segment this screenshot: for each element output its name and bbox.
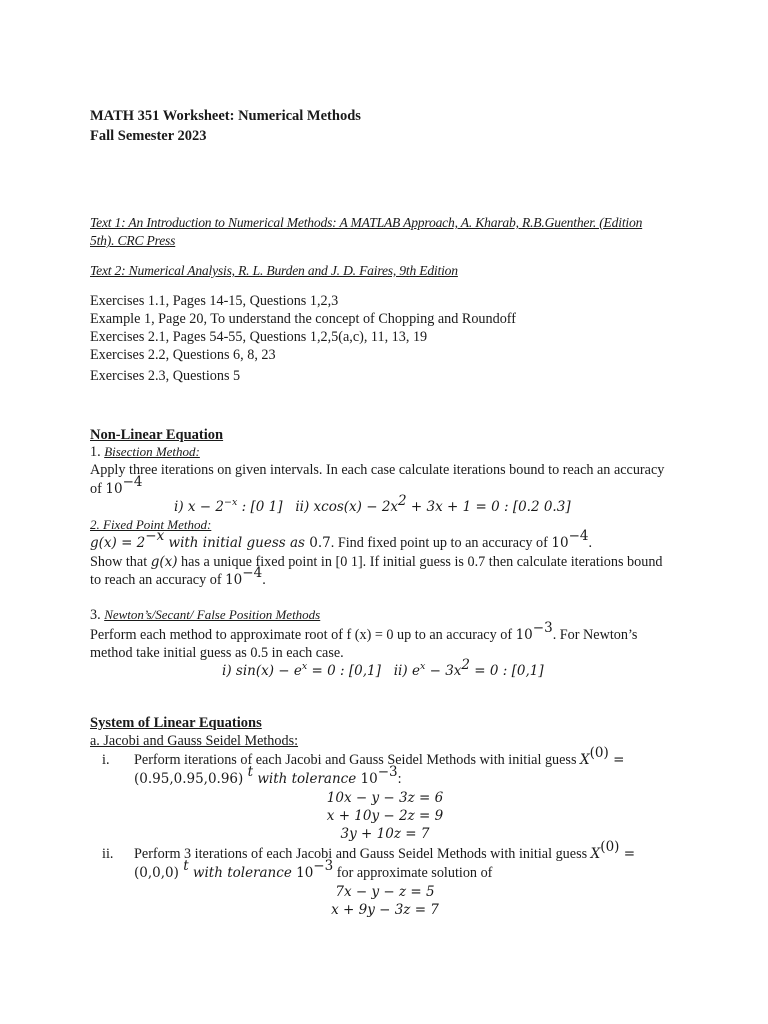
- linear-part-a-label: a. Jacobi and Gauss Seidel Methods:: [90, 733, 299, 749]
- exercise-line: Example 1, Page 20, To understand the concept of Chopping and Roundoff: [90, 311, 516, 327]
- bisection-number: 1.: [90, 444, 105, 460]
- item-i-transpose: t: [247, 764, 254, 781]
- semester-label: Fall Semester 2023: [90, 128, 207, 144]
- newton-accuracy-exp: −3: [532, 620, 553, 637]
- item-ii-text-a: Perform 3 iterations of each Jacobi and Gauss Seidel Methods with initial guess: [134, 846, 591, 862]
- newton-accuracy: 10: [515, 627, 533, 643]
- item-i-x0: X: [580, 752, 590, 768]
- fixed-point-definition: [90, 528, 593, 552]
- fixed-point-show: [90, 553, 663, 571]
- fixed-point-text: . Find fixed point up to an accuracy of: [330, 535, 552, 551]
- item-i-vector: (0.95,0.95,0.96): [134, 771, 248, 787]
- newton-eq-ii: e: [411, 663, 420, 679]
- item-ii-vector: (0,0,0): [134, 865, 184, 881]
- bisection-eq-i-exp: −x: [224, 496, 238, 508]
- newton-eq-ii-exp: x: [419, 660, 426, 672]
- bisection-label: Bisection Method:: [104, 444, 200, 459]
- fixed-point-g: g(x) = 2: [90, 535, 146, 551]
- item-i-line2: [134, 764, 402, 788]
- item-i-equation: 10x − y − 3z = 6: [326, 790, 444, 806]
- text1-reference-cont: 5th). CRC Press: [90, 233, 176, 248]
- item-ii-rest: for approximate solution of: [333, 865, 493, 881]
- item-i-tolerance-value: 10: [360, 771, 378, 787]
- item-i-equation: 3y + 10z = 7: [340, 826, 430, 842]
- item-i-x0-exp: (0): [589, 745, 609, 762]
- bisection-eq-i: x − 2: [187, 499, 224, 515]
- text2-reference: Text 2: Numerical Analysis, R. L. Burden and J. D. Faires, 9th Edition: [90, 263, 458, 278]
- item-ii-numeral: ii.: [102, 846, 114, 862]
- bisection-of: of: [90, 481, 106, 497]
- bisection-accuracy-exp: −4: [122, 474, 143, 491]
- bisection-text: Apply three iterations on given intervals. In each case calculate iterations bound to reach an accuracy: [90, 462, 665, 478]
- item-i-equation: x + 10y − 2z = 9: [326, 808, 444, 824]
- fixed-point-show-a: Show that: [90, 554, 151, 570]
- linear-heading: System of Linear Equations: [90, 715, 262, 731]
- linear-part-a: [90, 732, 298, 750]
- newton-eq-ii-mid: − 3x: [425, 663, 462, 679]
- newton-text-b: . For Newton’s: [552, 627, 638, 643]
- exercise-line: Exercises 2.1, Pages 54-55, Questions 1,2,5(a,c), 11, 13, 19: [90, 329, 428, 345]
- bisection-eq-ii-rest: + 3x + 1 = 0 : [0.2 0.3]: [406, 499, 571, 515]
- item-ii-text: [134, 839, 636, 863]
- bisection-eq-ii-exp: 2: [398, 492, 407, 509]
- bisection-eq-i-interval: : [0 1]: [237, 499, 283, 515]
- item-ii-equation: x + 9y − 3z = 7: [331, 902, 439, 918]
- fixed-point-show-accuracy: 10: [225, 572, 243, 588]
- exercise-line: Exercises 2.3, Questions 5: [90, 368, 241, 384]
- fixed-point-show-b: has a unique fixed point in [0 1]. If initial guess is 0.7 then calculate iterations bound: [177, 554, 663, 570]
- bisection-text-cont: [90, 474, 143, 498]
- item-ii-transpose: t: [183, 858, 189, 875]
- item-ii-line2: [134, 858, 493, 882]
- item-i-text-a: Perform iterations of each Jacobi and Gauss Seidel Methods with initial guess: [134, 752, 581, 768]
- item-ii-x0: X: [590, 846, 601, 862]
- fixed-point-accuracy: 10: [551, 535, 569, 551]
- item-ii-equation: 7x − y − z = 5: [335, 884, 435, 900]
- newton-equations: [222, 656, 544, 680]
- item-ii-x0-exp: (0): [600, 839, 620, 856]
- item-ii-eq: =: [619, 846, 636, 862]
- newton-text-a: Perform each method to approximate root of f (x) = 0 up to an accuracy of: [90, 627, 516, 643]
- fixed-point-period: .: [588, 535, 593, 551]
- item-i-colon: :: [397, 771, 402, 787]
- item-ii-tolerance-value: 10: [296, 865, 314, 881]
- fixed-point-label: 2. Fixed Point Method:: [90, 517, 212, 532]
- newton-text-cont: method take initial guess as 0.5 in each case.: [90, 645, 344, 661]
- item-ii-tolerance: with tolerance: [188, 865, 297, 881]
- newton-eq-i-rest: = 0 : [0,1]: [307, 663, 381, 679]
- exercise-line: Exercises 1.1, Pages 14-15, Questions 1,2,3: [90, 293, 339, 309]
- newton-eq-i-exp: x: [301, 660, 308, 672]
- newton-eq-ii-rest: = 0 : [0,1]: [470, 663, 544, 679]
- newton-eq-i: sin(x) − e: [235, 663, 302, 679]
- fixed-point-guess-value: 0.7: [309, 535, 331, 551]
- item-i-numeral: i.: [102, 752, 110, 768]
- fixed-point-show-end: .: [262, 572, 266, 588]
- fixed-point-accuracy-exp: −4: [568, 528, 589, 545]
- newton-label: Newton’s/Secant/ False Position Methods: [104, 607, 321, 622]
- newton-eq-ii-label: ii): [393, 663, 412, 679]
- item-i-tolerance-exp: −3: [377, 764, 398, 781]
- newton-eq-i-label: i): [222, 663, 236, 679]
- nonlinear-heading: Non-Linear Equation: [90, 427, 224, 443]
- text1-reference: Text 1: An Introduction to Numerical Methods: A MATLAB Approach, A. Kharab, R.B.Guenther. (Edition: [90, 215, 643, 230]
- newton-number: 3.: [90, 607, 105, 623]
- bisection-accuracy: 10: [105, 481, 123, 497]
- item-i-eq: =: [608, 752, 625, 768]
- newton-eq-ii-exp2: 2: [461, 656, 470, 673]
- exercise-line: Exercises 2.2, Questions 6, 8, 23: [90, 347, 276, 363]
- fixed-point-g-exp: −x: [145, 528, 165, 545]
- worksheet-title: MATH 351 Worksheet: Numerical Methods: [90, 108, 361, 124]
- bisection-eq-ii: xcos(x) − 2x: [313, 499, 399, 515]
- bisection-eq-ii-label: ii): [295, 499, 314, 515]
- fixed-point-show-cont: [90, 565, 266, 589]
- item-i-tolerance: with tolerance: [253, 771, 361, 787]
- fixed-point-guess: with initial guess as: [164, 535, 310, 551]
- fixed-point-show-g: g(x): [150, 554, 178, 570]
- fixed-point-show-accuracy-exp: −4: [242, 565, 263, 582]
- item-ii-tolerance-exp: −3: [313, 858, 334, 875]
- bisection-label-line: [90, 443, 200, 461]
- newton-text: [90, 620, 638, 644]
- newton-label-line: [90, 606, 320, 624]
- fixed-point-show-c: to reach an accuracy of: [90, 572, 226, 588]
- bisection-equations: [174, 492, 571, 516]
- bisection-eq-i-label: i): [174, 499, 188, 515]
